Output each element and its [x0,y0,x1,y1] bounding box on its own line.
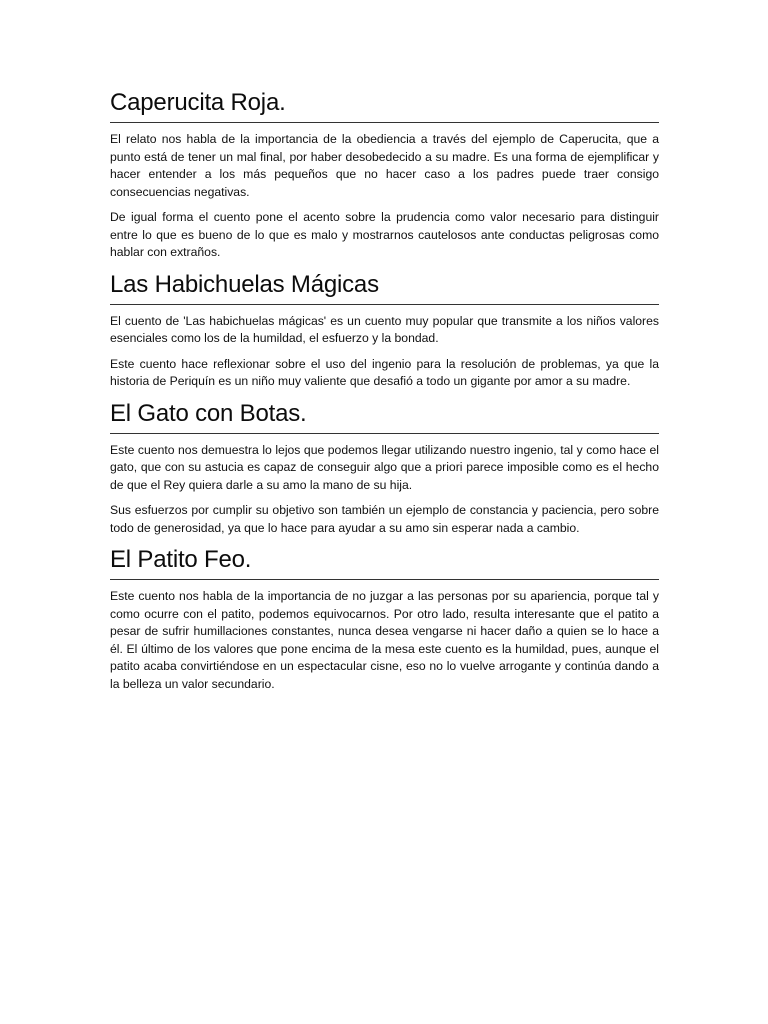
section-heading: El Gato con Botas. [110,399,659,434]
section-paragraph: El relato nos habla de la importancia de la obediencia a través del ejemplo de Caperucita, que a punto está de tener un mal final, por haber desobedecido a su madre. Es una forma de ejemplificar y hacer entender a los más pequeños que no hacer caso a los padres puede traer consigo consecuencias negativas. [110,132,659,199]
section-patito-feo [110,545,659,693]
section-paragraph: El cuento de 'Las habichuelas mágicas' es un cuento muy popular que transmite a los niños valores esenciales como los de la humildad, el esfuerzo y la bondad. [110,313,659,345]
section-paragraph: Este cuento hace reflexionar sobre el uso del ingenio para la resolución de problemas, ya que la historia de Periquín es un niño muy valiente que desafió a todo un gigante por amor a su madre. [110,356,659,388]
section-paragraph: De igual forma el cuento pone el acento sobre la prudencia como valor necesario para distinguir entre lo que es bueno de lo que es malo y mostrarnos cautelosos ante conductas peligrosas como hablar con extraños. [110,210,659,259]
section-gato-con-botas [110,399,659,538]
section-paragraph: Este cuento nos habla de la importancia de no juzgar a las personas por su apariencia, porque tal y como ocurre con el patito, podemos equivocarnos. Por otro lado, resulta interesante que el patito a pesar de sufrir humillaciones constantes, nunca desea vengarse ni hacer daño a quien se lo hace a él. El último de los valores que pone encima de la mesa este cuento es la humildad, pues, aunque el patito acaba convirtiéndose en un espectacular cisne, eso no lo vuelve arrogante y continúa dando a la belleza un valor secundario. [110,589,659,691]
section-heading: Las Habichuelas Mágicas [110,270,659,305]
section-heading: Caperucita Roja. [110,88,659,123]
section-paragraph: Sus esfuerzos por cumplir su objetivo son también un ejemplo de constancia y paciencia, pero sobre todo de generosidad, ya que lo hace para ayudar a su amo sin esperar nada a cambio. [110,503,659,535]
section-paragraph: Este cuento nos demuestra lo lejos que podemos llegar utilizando nuestro ingenio, tal y como hace el gato, que con su astucia es capaz de conseguir algo que a priori parece imposible como es el hecho de que el Rey quiera darle a su amo la mano de su hija. [110,442,659,492]
section-habichuelas-magicas [110,270,659,391]
section-heading: El Patito Feo. [110,545,659,580]
section-caperucita-roja [110,88,659,262]
document-page [110,82,659,701]
